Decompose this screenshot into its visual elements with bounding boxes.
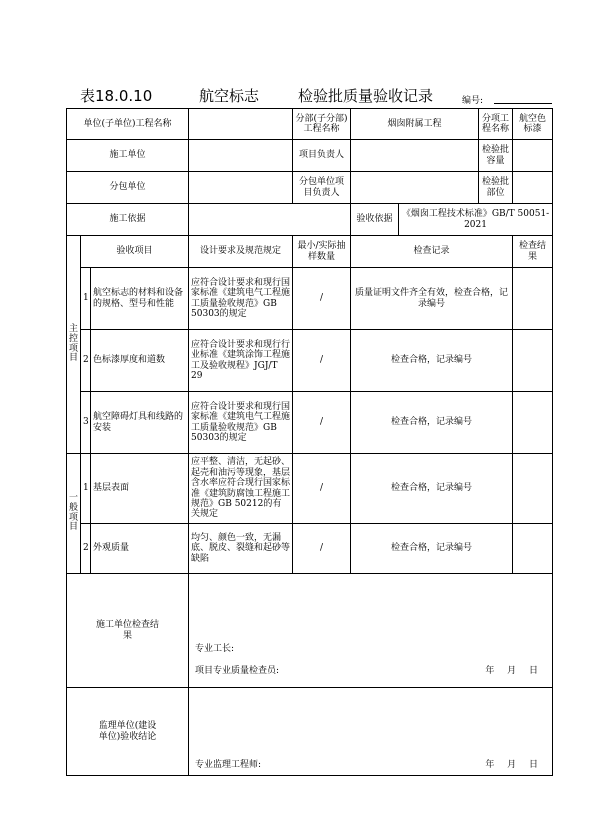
row-item: 基层表面: [91, 454, 189, 524]
item-value[interactable]: 航空色标漆: [513, 109, 553, 140]
number-field[interactable]: [494, 103, 552, 104]
row-result[interactable]: [513, 268, 553, 330]
supervision-signoff-row: [67, 688, 553, 776]
unit-label: 单位(子单位)工程名称: [67, 109, 189, 140]
row-sample[interactable]: /: [293, 524, 351, 574]
inspection-form-grid: [66, 108, 553, 776]
row-record[interactable]: 检查合格，记录编号: [351, 454, 513, 524]
engineer-label: 专业监理工程师:: [195, 760, 262, 770]
item-label: 分项工程名称: [479, 109, 513, 140]
table-row: [67, 524, 553, 574]
supervision-label: 监理单位(建设单位)验收结论: [67, 688, 189, 776]
sub-label: 分包单位: [67, 172, 189, 204]
accept-basis-value: 《烟囱工程技术标准》GB/T 50051-2021: [399, 204, 553, 236]
table-number: 表18.0.10: [80, 87, 153, 105]
construction-signoff-row: [67, 574, 553, 688]
basis-row: [67, 204, 553, 236]
row-result[interactable]: [513, 392, 553, 454]
table-row: [67, 268, 553, 330]
basis-value[interactable]: [189, 204, 351, 236]
row-sample[interactable]: /: [293, 268, 351, 330]
row-record[interactable]: 检查合格，记录编号: [351, 330, 513, 392]
row-req: 应符合设计要求和现行国家标准《建筑电气工程施工质量验收规范》GB 50303的规定: [189, 392, 293, 454]
supervision-conclusion-cell[interactable]: [189, 688, 553, 776]
part-label: 检验批部位: [479, 172, 513, 204]
row-result[interactable]: [513, 454, 553, 524]
row-item: 航空障碍灯具和线路的安装: [91, 392, 189, 454]
form-title: [66, 83, 552, 105]
inspection-item-name: 航空标志: [166, 85, 292, 109]
pm-label: 项目负责人: [293, 140, 351, 172]
col-record: 检查记录: [351, 236, 513, 268]
basis-label: 施工依据: [67, 204, 189, 236]
row-item: 色标漆厚度和道数: [91, 330, 189, 392]
row-item: 外观质量: [91, 524, 189, 574]
construction-row: [67, 140, 553, 172]
general-group-text: 一 般 项 目: [69, 492, 79, 533]
subpart-value[interactable]: 烟囱附属工程: [351, 109, 479, 140]
row-req: 应符合设计要求和现行国家标准《建筑电气工程施工质量验收规范》GB 50303的规定: [189, 268, 293, 330]
row-req: 应符合设计要求和现行行业标准《建筑涂饰工程施工及验收规程》JGJ/T 29: [189, 330, 293, 392]
unit-value[interactable]: [189, 109, 293, 140]
table-row: [67, 454, 553, 524]
row-req: 均匀、颜色一致，无漏底、脱皮、裂缝和起砂等缺陷: [189, 524, 293, 574]
row-sample[interactable]: /: [293, 330, 351, 392]
foreman-label: 专业工长:: [195, 644, 235, 654]
table-row: [67, 392, 553, 454]
inspector-label: 项目专业质量检查员:: [195, 666, 280, 676]
row-sample[interactable]: /: [293, 454, 351, 524]
row-no: 1: [81, 268, 91, 330]
row-result[interactable]: [513, 330, 553, 392]
sub-pm-value[interactable]: [351, 172, 479, 204]
row-record[interactable]: 质量证明文件齐全有效，检查合格，记录编号: [351, 268, 513, 330]
row-no: 1: [81, 454, 91, 524]
general-group-label: [67, 454, 81, 574]
accept-basis-label: 验收依据: [351, 204, 399, 236]
construction-result-label: 施工单位检查结果: [67, 574, 189, 688]
capacity-label: 检验批容量: [479, 140, 513, 172]
part-value[interactable]: [513, 172, 553, 204]
construction-date: 年 月 日: [485, 666, 539, 676]
col-result: 检查结果: [513, 236, 553, 268]
sub-pm-label: 分包单位项目负责人: [293, 172, 351, 204]
row-sample[interactable]: /: [293, 392, 351, 454]
row-record[interactable]: 检查合格，记录编号: [351, 392, 513, 454]
row-record[interactable]: 检查合格，记录编号: [351, 524, 513, 574]
row-req: 应平整、清洁，无起砂、起壳和油污等现象，基层含水率应符合现行国家标准《建筑防腐蚀工程施工规范》GB 50212的有关规定: [189, 454, 293, 524]
supervision-date: 年 月 日: [485, 760, 539, 770]
unit-row: [67, 109, 553, 140]
col-sample: 最小/实际抽样数量: [293, 236, 351, 268]
row-no: 2: [81, 330, 91, 392]
number-label: 编号:: [462, 96, 484, 106]
main-control-group-label: [67, 236, 81, 454]
column-header-row: [67, 236, 553, 268]
construction-value[interactable]: [189, 140, 293, 172]
table-row: [67, 330, 553, 392]
construction-label: 施工单位: [67, 140, 189, 172]
row-result[interactable]: [513, 524, 553, 574]
row-no: 3: [81, 392, 91, 454]
construction-result-cell[interactable]: [189, 574, 553, 688]
subcontractor-row: [67, 172, 553, 204]
sub-value[interactable]: [189, 172, 293, 204]
subpart-label: 分部(子分部)工程名称: [293, 109, 351, 140]
capacity-value[interactable]: [513, 140, 553, 172]
pm-value[interactable]: [351, 140, 479, 172]
row-no: 2: [81, 524, 91, 574]
row-item: 航空标志的材料和设备的规格、型号和性能: [91, 268, 189, 330]
title-suffix: 检验批质量验收记录: [298, 87, 434, 105]
col-req: 设计要求及规范规定: [189, 236, 293, 268]
col-item: 验收项目: [81, 236, 189, 268]
main-group-text: 主 控 项 目: [69, 323, 79, 364]
